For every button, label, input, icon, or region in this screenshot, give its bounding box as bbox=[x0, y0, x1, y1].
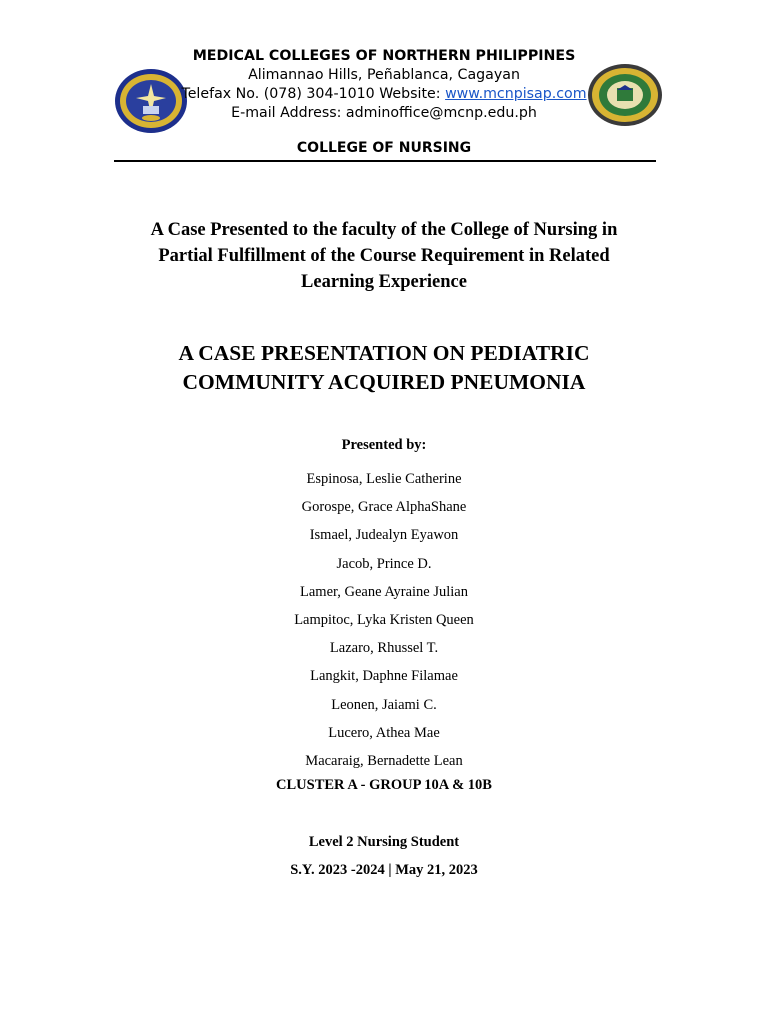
purpose-statement bbox=[100, 217, 668, 295]
email-line: E-mail Address: adminoffice@mcnp.edu.ph bbox=[231, 105, 537, 121]
student-level: Level 2 Nursing Student bbox=[308, 834, 460, 850]
title-line: A CASE PRESENTATION ON PEDIATRIC bbox=[178, 341, 590, 365]
telefax-label: Telefax No. (078) 304-1010 Website: bbox=[181, 86, 446, 102]
presenter-name: Langkit, Daphne Filamae bbox=[310, 668, 458, 685]
header-divider bbox=[114, 160, 656, 162]
presented-by-label: Presented by: bbox=[341, 437, 427, 453]
presenter-name: Jacob, Prince D. bbox=[336, 555, 432, 572]
title-line: COMMUNITY ACQUIRED PNEUMONIA bbox=[182, 370, 586, 394]
school-year-date: S.Y. 2023 -2024 | May 21, 2023 bbox=[290, 862, 478, 878]
school-address: Alimannao Hills, Peñablanca, Cagayan bbox=[248, 67, 520, 83]
contact-line bbox=[140, 85, 628, 104]
presenter-name: Lamer, Geane Ayraine Julian bbox=[300, 583, 468, 600]
purpose-line: Partial Fulfillment of the Course Requirement in Related bbox=[158, 246, 610, 266]
presenter-name: Ismael, Judealyn Eyawon bbox=[309, 527, 459, 544]
presenter-name: Leonen, Jaiami C. bbox=[331, 696, 437, 713]
school-name: MEDICAL COLLEGES OF NORTHERN PHILIPPINES bbox=[192, 48, 576, 64]
presenter-name: Lampitoc, Lyka Kristen Queen bbox=[294, 611, 474, 628]
presenter-name: Espinosa, Leslie Catherine bbox=[306, 471, 462, 487]
cluster-group: CLUSTER A - GROUP 10A & 10B bbox=[276, 777, 492, 793]
college-name: COLLEGE OF NURSING bbox=[296, 140, 472, 156]
letterhead-text bbox=[140, 47, 628, 123]
presenter-name: Lucero, Athea Mae bbox=[328, 724, 440, 741]
document-title bbox=[80, 339, 688, 397]
presenter-name: Gorospe, Grace AlphaShane bbox=[301, 499, 467, 516]
presenter-list bbox=[200, 465, 568, 775]
purpose-line: A Case Presented to the faculty of the College of Nursing in bbox=[150, 220, 618, 240]
presenter-name: Macaraig, Bernadette Lean bbox=[305, 752, 463, 769]
purpose-line: Learning Experience bbox=[301, 272, 467, 292]
website-link[interactable]: www.mcnpisap.com bbox=[445, 86, 587, 102]
presenter-name: Lazaro, Rhussel T. bbox=[329, 640, 439, 657]
